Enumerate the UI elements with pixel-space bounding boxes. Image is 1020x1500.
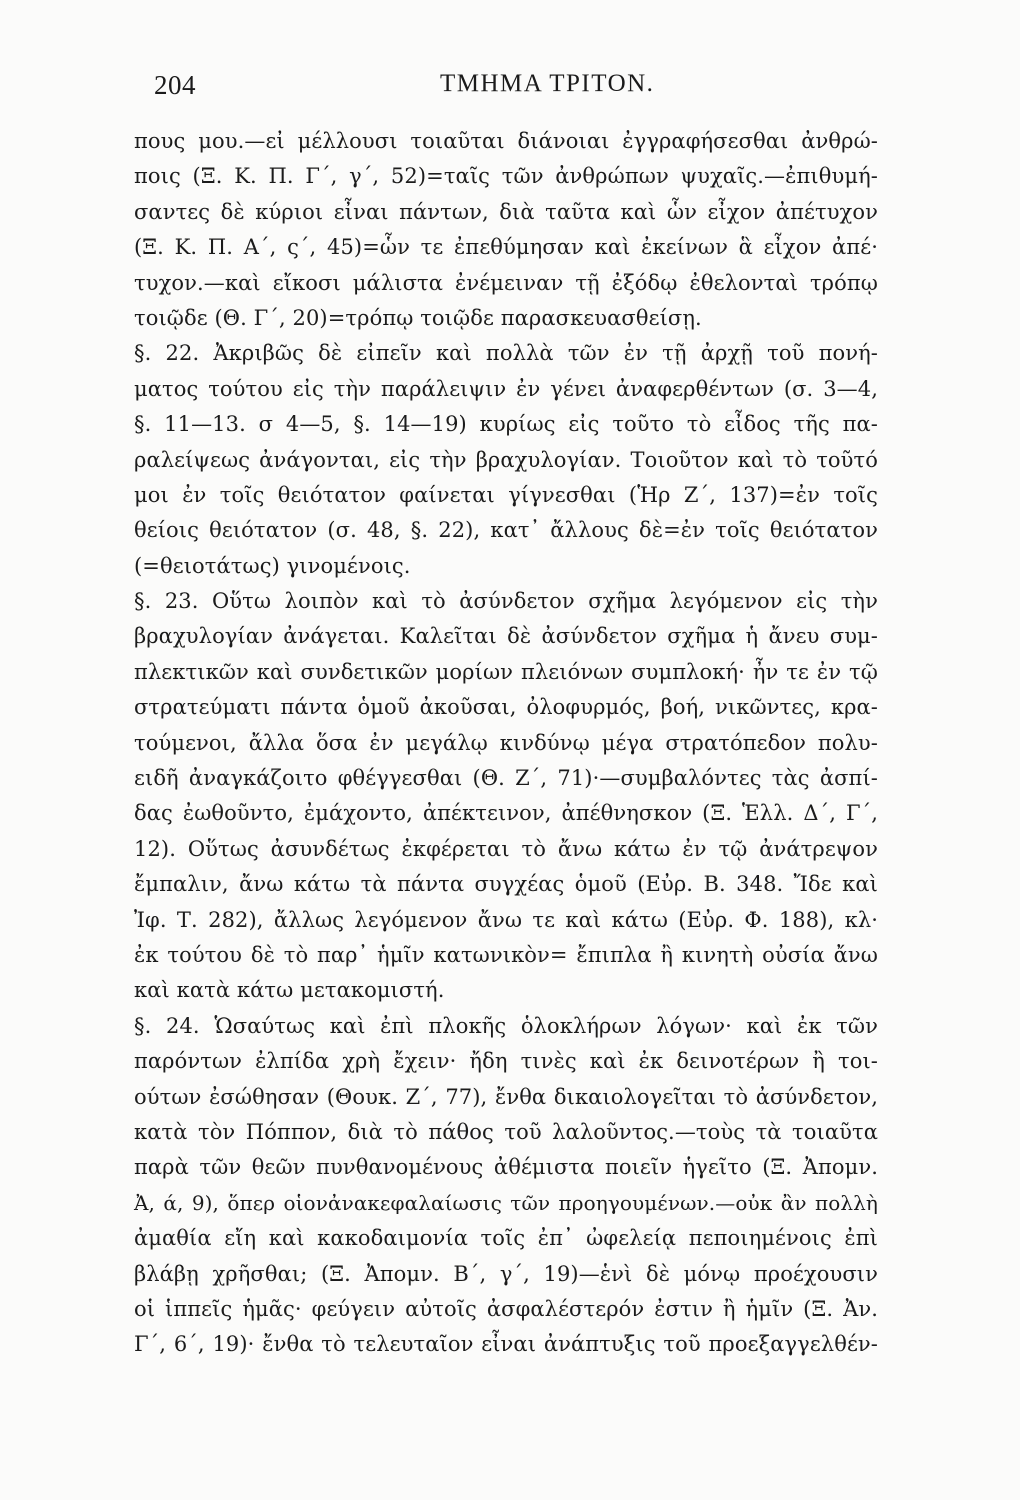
text-line: τυχον.—καὶ εἴκοσι μάλιστα ἐνέμειναν τῇ ἐξόδῳ ἐθελονταὶ τρόπῳ [134,270,878,295]
text-line: μοι ἐν τοῖς θειότατον φαίνεται γίγνεσθαι (Ἡρ Ζ΄, 137)=ἐν τοῖς [134,482,878,507]
text-line: §. 11—13. σ 4—5, §. 14—19) κυρίως εἰς τοῦτο τὸ εἶδος τῆς πα- [134,412,878,437]
text-line: ματος τούτου εἰς τὴν παράλειψιν ἐν γένει ἀναφερθέντων (σ. 3—4, [134,376,878,401]
page-header [134,70,874,110]
text-line: στρατεύματι πάντα ὁμοῦ ἀκοῦσαι, ὀλοφυρμός, βοή, νικῶντες, κρα- [134,695,878,720]
text-line: Ἰφ. Τ. 282), ἄλλως λεγόμενον ἄνω τε καὶ κάτω (Εὐρ. Φ. 188), κλ· [134,907,878,932]
running-title: ΤΜΗΜΑ ΤΡΙΤΟΝ. [440,70,655,97]
text-line: τοιῷδε (Θ. Γ΄, 20)=τρόπῳ τοιῷδε παρασκευασθείσῃ. [134,305,702,330]
text-line: κατὰ τὸν Πόππον, διὰ τὸ πάθος τοῦ λαλοῦντος.—τοὺς τὰ τοιαῦτα [134,1119,878,1144]
text-line: ἀμαθία εἴη καὶ κακοδαιμονία τοῖς ἐπ᾿ ὠφελείᾳ πεποιημένοις ἐπὶ [134,1226,878,1251]
text-line: παρὰ τῶν θεῶν πυνθανομένους ἀθέμιστα ποιεῖν ἡγεῖτο (Ξ. Ἀπομν. [134,1155,878,1180]
body-text [134,124,878,1363]
text-line: ούτων ἐσώθησαν (Θουκ. Ζ΄, 77), ἔνθα δικαιολογεῖται τὸ ἀσύνδετον, [134,1084,878,1109]
text-line: καὶ κατὰ κάτω μετακομιστή. [134,978,445,1003]
text-line: βραχυλογίαν ἀνάγεται. Καλεῖται δὲ ἀσύνδετον σχῆμα ἡ ἄνευ συμ- [134,624,878,649]
text-line: τούμενοι, ἄλλα ὅσα ἐν μεγάλῳ κινδύνῳ μέγα στρατόπεδον πολυ- [134,730,878,755]
text-line: πους μου.—εἰ μέλλουσι τοιαῦται διάνοιαι ἐγγραφήσεσθαι ἀνθρώ- [134,129,878,153]
text-line: §. 23. Οὕτω λοιπὸν καὶ τὸ ἀσύνδετον σχῆμα λεγόμενον εἰς τὴν [134,589,878,614]
text-line: σαντες δὲ κύριοι εἶναι πάντων, διὰ ταῦτα καὶ ὧν εἶχον ἀπέτυχον [134,199,878,224]
text-line: (=θειοτάτως) γινομένοις. [134,553,411,578]
text-line: 12). Οὕτως ἀσυνδέτως ἐκφέρεται τὸ ἄνω κάτω ἐν τῷ ἀνάτρεψον [134,836,878,861]
text-line: ποις (Ξ. Κ. Π. Γ΄, γ΄, 52)=ταῖς τῶν ἀνθρώπων ψυχαῖς.—ἐπιθυμή- [134,164,878,189]
text-line: οἱ ἱππεῖς ἡμᾶς· φεύγειν αὐτοῖς ἀσφαλέστερόν ἐστιν ἢ ἡμῖν (Ξ. Ἀν. [134,1296,878,1321]
text-line: βλάβῃ χρῆσθαι; (Ξ. Ἀπομν. Β΄, γ΄, 19)—ἑνὶ δὲ μόνῳ προέχουσιν [134,1261,878,1286]
text-line: §. 24. Ὡσαύτως καὶ ἐπὶ πλοκῆς ὁλοκλήρων λόγων· καὶ ἐκ τῶν [134,1013,878,1038]
text-line: (Ξ. Κ. Π. Α΄, ς΄, 45)=ὧν τε ἐπεθύμησαν καὶ ἐκείνων ἃ εἶχον ἀπέ· [134,235,878,260]
text-line: ειδῆ ἀναγκάζοιτο φθέγγεσθαι (Θ. Ζ΄, 71)·—συμβαλόντες τὰς ἀσπί- [134,766,878,791]
text-line: Ἀ, ά, 9), ὅπερ οἱονἀνακεφαλαίωσις τῶν προηγουμένων.—οὐκ ἂν πολλὴ [134,1190,878,1215]
text-line: ραλείψεως ἀνάγονται, εἰς τὴν βραχυλογίαν. Τοιοῦτον καὶ τὸ τοῦτό [134,447,878,472]
text-line: Γ΄, 6΄, 19)· ἔνθα τὸ τελευταῖον εἶναι ἀνάπτυξις τοῦ προεξαγγελθέν- [134,1332,878,1357]
text-line: ἔμπαλιν, ἄνω κάτω τὰ πάντα συγχέας ὁμοῦ (Εὐρ. Β. 348. Ἴδε καὶ [134,872,878,897]
text-line: ἐκ τούτου δὲ τὸ παρ᾿ ἡμῖν κατωνικὸν= ἔπιπλα ἢ κινητὴ οὐσία ἄνω [134,942,878,967]
text-line: §. 22. Ἀκριβῶς δὲ εἰπεῖν καὶ πολλὰ τῶν ἐν τῇ ἀρχῇ τοῦ πονή- [134,341,878,366]
text-line: θείοις θειότατον (σ. 48, §. 22), κατ᾿ ἄλλους δὲ=ἐν τοῖς θειότατον [134,518,878,543]
text-line: παρόντων ἐλπίδα χρὴ ἔχειν· ἤδη τινὲς καὶ ἐκ δεινοτέρων ἢ τοι- [134,1049,878,1074]
text-line: δας ἐωθοῦντο, ἐμάχοντο, ἀπέκτεινον, ἀπέθνησκον (Ξ. Ἑλλ. Δ΄, Γ΄, [134,801,878,826]
text-line: πλεκτικῶν καὶ συνδετικῶν μορίων πλειόνων συμπλοκή· ἦν τε ἐν τῷ [134,659,878,684]
page-number: 204 [154,70,196,100]
